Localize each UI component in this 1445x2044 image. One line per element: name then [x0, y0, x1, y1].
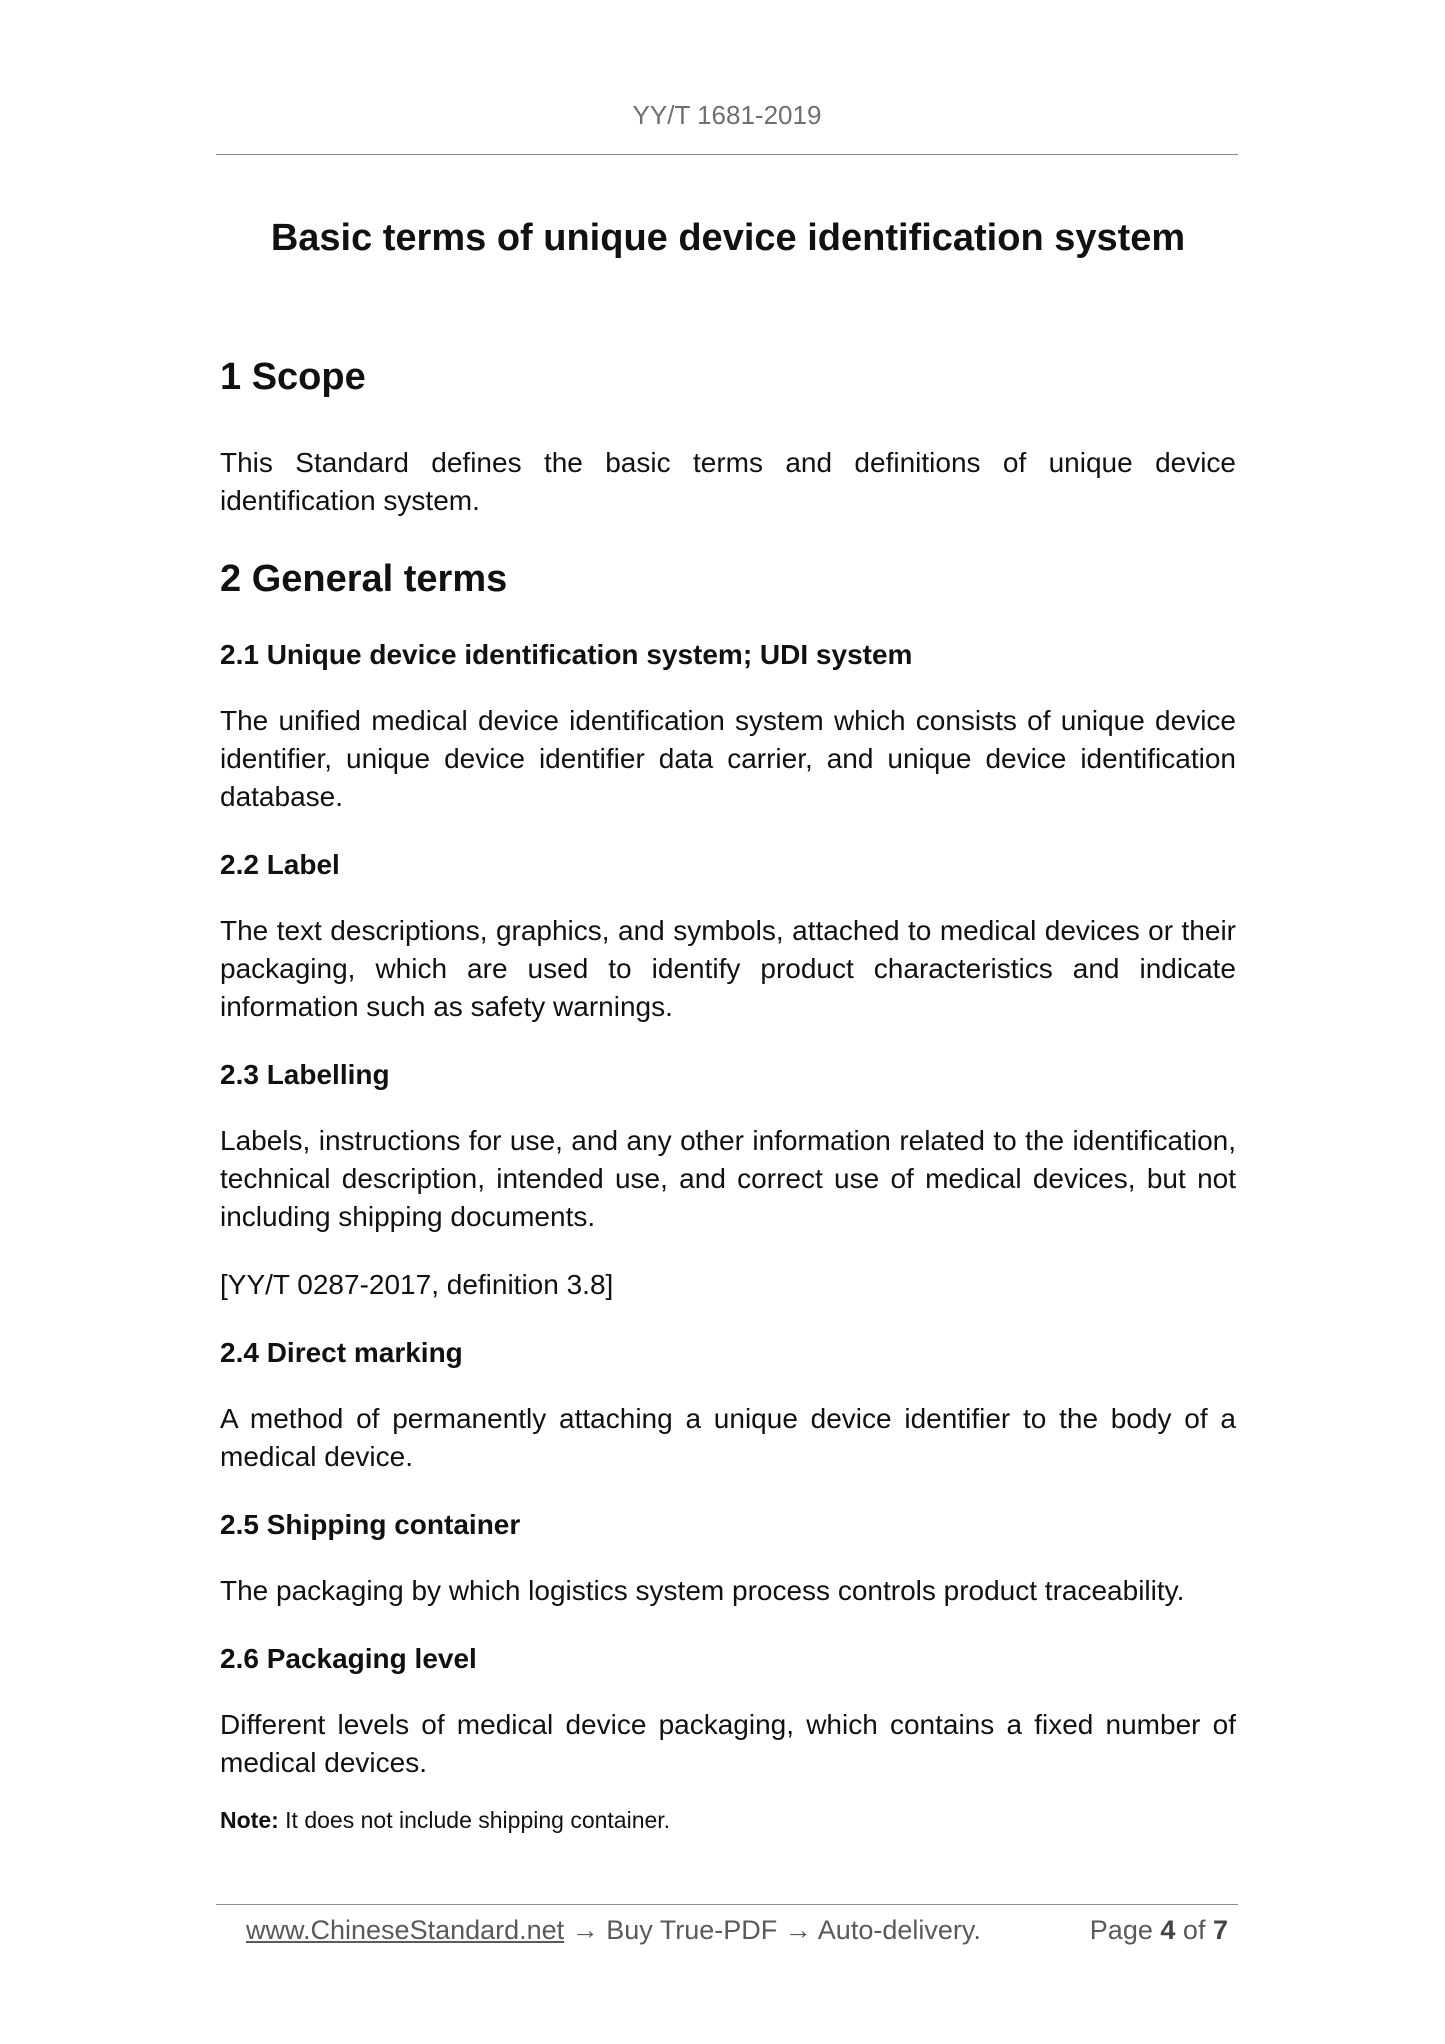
- term-heading-2-1: 2.1 Unique device identification system; UDI system: [220, 639, 913, 670]
- footer-divider: [216, 1904, 1238, 1905]
- section-heading-general-terms: 2 General terms: [220, 558, 508, 600]
- note-text: It does not include shipping container.: [285, 1807, 671, 1833]
- term-definition-2-2: The text descriptions, graphics, and symbols, attached to medical devices or their packaging, which are used to identify product characteristics and indicate information such as safety warnings.: [220, 915, 1236, 1022]
- term-definition-2-1: The unified medical device identification system which consists of unique device identifier, unique device identifier data carrier, and unique device identification database.: [220, 705, 1236, 812]
- buy-pdf-text: Buy True-PDF: [606, 1915, 778, 1945]
- arrow-right-icon: →: [784, 1915, 812, 1945]
- term-heading-2-6: 2.6 Packaging level: [220, 1643, 477, 1674]
- document-body: [220, 212, 1236, 1836]
- page-word: Page: [1089, 1915, 1153, 1945]
- note-label: Note:: [220, 1807, 279, 1833]
- page-current: 4: [1160, 1915, 1176, 1945]
- page-footer: [246, 1910, 1236, 1950]
- auto-delivery-text: Auto-delivery.: [817, 1915, 981, 1945]
- term-definition-2-5: The packaging by which logistics system process controls product traceability.: [220, 1575, 1185, 1606]
- term-definition-2-4: A method of permanently attaching a unique device identifier to the body of a medical device.: [220, 1403, 1236, 1472]
- term-heading-2-3: 2.3 Labelling: [220, 1059, 390, 1090]
- of-word: of: [1182, 1915, 1206, 1945]
- term-heading-2-5: 2.5 Shipping container: [220, 1509, 521, 1540]
- term-heading-2-2: 2.2 Label: [220, 849, 340, 880]
- term-definition-2-3: Labels, instructions for use, and any other information related to the identification, technical description, intended use, and correct use of medical devices, but not including shipping documents.: [220, 1125, 1236, 1232]
- page-total: 7: [1212, 1915, 1228, 1945]
- scope-paragraph: This Standard defines the basic terms and definitions of unique device identification system.: [220, 447, 1236, 516]
- term-heading-2-4: 2.4 Direct marking: [220, 1337, 463, 1368]
- website-link[interactable]: www.ChineseStandard.net: [246, 1915, 565, 1945]
- section-heading-scope: 1 Scope: [220, 356, 366, 398]
- header-divider: [216, 154, 1238, 155]
- term-definition-2-6: Different levels of medical device packaging, which contains a fixed number of medical devices.: [220, 1709, 1236, 1778]
- term-note-2-6: [220, 1804, 1236, 1836]
- running-header: YY/T 1681-2019: [632, 100, 822, 130]
- term-reference-2-3: [YY/T 0287-2017, definition 3.8]: [220, 1269, 614, 1300]
- arrow-right-icon: →: [571, 1915, 599, 1945]
- page-number: [1090, 1910, 1228, 1950]
- document-title: Basic terms of unique device identification system: [270, 217, 1186, 259]
